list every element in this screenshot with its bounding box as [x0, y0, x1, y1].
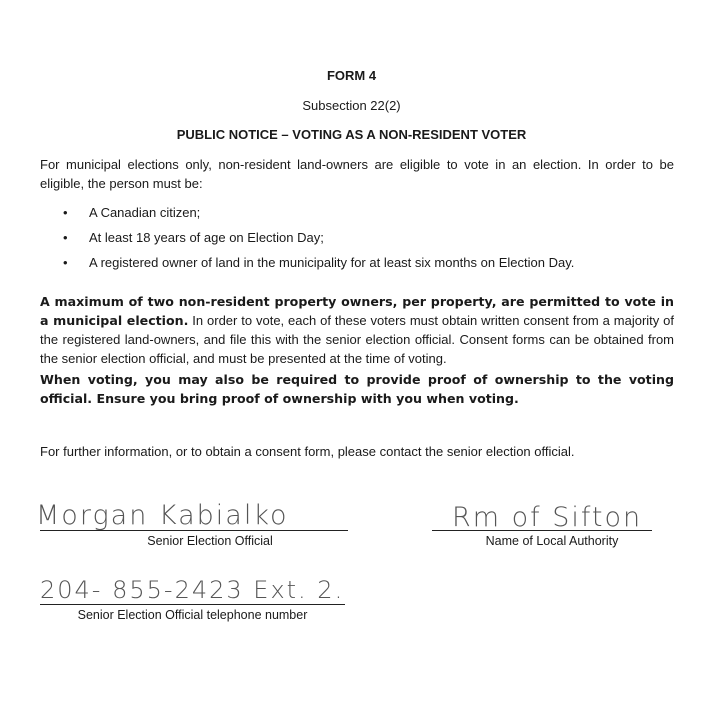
official-caption: Senior Election Official: [147, 534, 273, 548]
list-item-text: A Canadian citizen;: [89, 205, 201, 220]
list-item: [40, 200, 674, 225]
subsection-reference: Subsection 22(2): [302, 98, 401, 113]
bullet-icon: •: [63, 255, 68, 270]
official-signature: Morgan Kabialko: [36, 500, 289, 531]
list-item: [40, 225, 674, 250]
voting-proof-paragraph: When voting, you may also be required to provide proof of ownership to the voting official. Ensure you bring proof of ownership with you when voting.: [40, 372, 674, 406]
notice-title: PUBLIC NOTICE – VOTING AS A NON-RESIDENT VOTER: [176, 127, 527, 142]
list-item-text: A registered owner of land in the municipality for at least six months on Election Day.: [89, 255, 575, 270]
phone-caption: Senior Election Official telephone number: [77, 608, 308, 622]
max-owners-text: In order to vote, each of these voters must obtain written consent from a majority of the registered land-owners, and file this with the senior election official. Consent forms can be obtained from the senior election official, and must be presented at the time of voting.: [40, 313, 674, 366]
max-owners-bold-text: A maximum of two non-resident property owners, per property, are permitted to vote in a municipal election.: [40, 294, 674, 328]
max-owners-paragraph: [40, 292, 674, 368]
bullet-icon: •: [63, 230, 68, 245]
form-title: FORM 4: [326, 68, 377, 83]
signature-line: [432, 530, 652, 531]
list-item: [40, 250, 674, 275]
signature-line: [40, 604, 345, 605]
bullet-icon: •: [63, 205, 68, 220]
authority-signature: Rm of Sifton: [452, 502, 643, 533]
phone-handwritten: 204- 855-2423 Ext. 2.: [40, 576, 345, 604]
list-item-text: At least 18 years of age on Election Day;: [89, 230, 324, 245]
eligibility-intro: For municipal elections only, non-resident land-owners are eligible to vote in an election. In order to be eligible, the person must be:: [40, 157, 674, 191]
authority-caption: Name of Local Authority: [485, 534, 619, 548]
further-information: For further information, or to obtain a consent form, please contact the senior election official.: [40, 444, 575, 459]
signature-line: [40, 530, 348, 531]
eligibility-list: [40, 200, 674, 275]
